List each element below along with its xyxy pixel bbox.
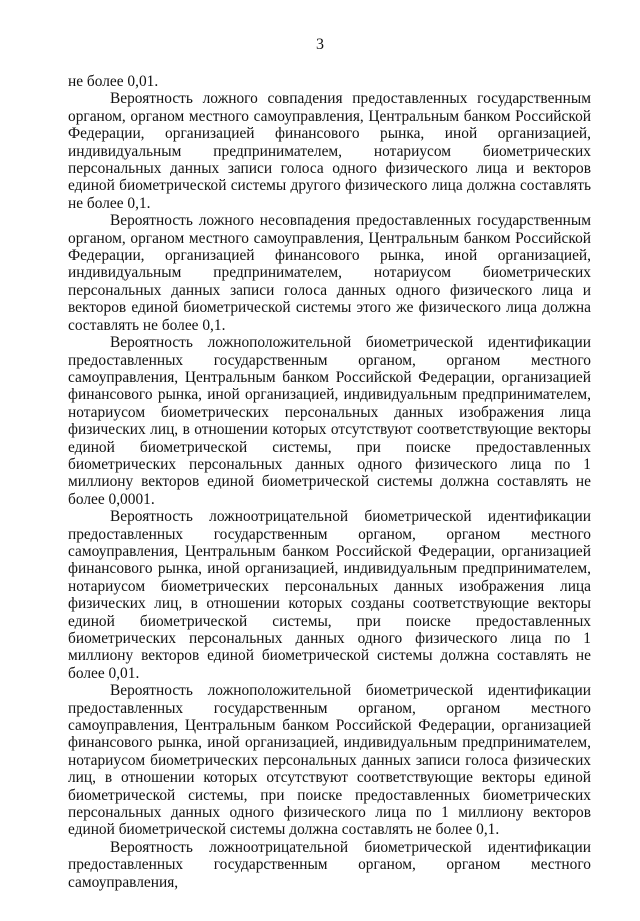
paragraph-false-negative-voice: Вероятность ложноотрицательной биометрической идентификации предоставленных государственным органом, органом местного самоуправления, xyxy=(68,838,591,891)
document-body xyxy=(68,73,591,891)
paragraph-false-positive-voice: Вероятность ложноположительной биометрической идентификации предоставленных государственным органом, органом местного самоуправления, Центральным банком Российской Федерации, организацией финансового рынка, иной организацией, индивидуальным предпринимателем, нотариусом биометрических персональных данных записи голоса физических лиц, в отношении которых отсутствуют соответствующие векторы единой биометрической системы, при поиске предоставленных биометрических персональных данных одного физического лица по 1 миллиону векторов единой биометрической системы должна составлять не более 0,1. xyxy=(68,682,591,839)
paragraph-false-match-voice: Вероятность ложного совпадения предоставленных государственным органом, органом местного самоуправления, Центральным банком Российской Федерации, организацией финансового рынка, иной организацией, индивидуальным предпринимателем, нотариусом биометрических персональных данных записи голоса одного физического лица и векторов единой биометрической системы другого физического лица должна составлять не более 0,1. xyxy=(68,90,591,212)
paragraph-false-non-match-voice: Вероятность ложного несовпадения предоставленных государственным органом, органом местного самоуправления, Центральным банком Российской Федерации, организацией финансового рынка, иной организацией, индивидуальным предпринимателем, нотариусом биометрических персональных данных записи голоса данных одного физического лица и векторов единой биометрической системы этого же физического лица должна составлять не более 0,1. xyxy=(68,212,591,334)
paragraph-continuation: не более 0,01. xyxy=(68,73,159,90)
paragraph-false-positive-face: Вероятность ложноположительной биометрической идентификации предоставленных государственным органом, органом местного самоуправления, Центральным банком Российской Федерации, организацией финансового рынка, иной организацией, индивидуальным предпринимателем, нотариусом биометрических персональных данных изображения лица физических лиц, в отношении которых отсутствуют соответствующие векторы единой биометрической системы, при поиске предоставленных биометрических персональных данных одного физического лица по 1 миллиону векторов единой биометрической системы должна составлять не более 0,0001. xyxy=(68,334,591,508)
page-number: 3 xyxy=(316,36,324,53)
paragraph-false-negative-face: Вероятность ложноотрицательной биометрической идентификации предоставленных государственным органом, органом местного самоуправления, Центральным банком Российской Федерации, организацией финансового рынка, иной организацией, индивидуальным предпринимателем, нотариусом биометрических персональных данных изображения лица физических лиц, в отношении которых созданы соответствующие векторы единой биометрической системы, при поиске предоставленных биометрических персональных данных одного физического лица по 1 миллиону векторов единой биометрической системы должна составлять не более 0,01. xyxy=(68,508,591,682)
